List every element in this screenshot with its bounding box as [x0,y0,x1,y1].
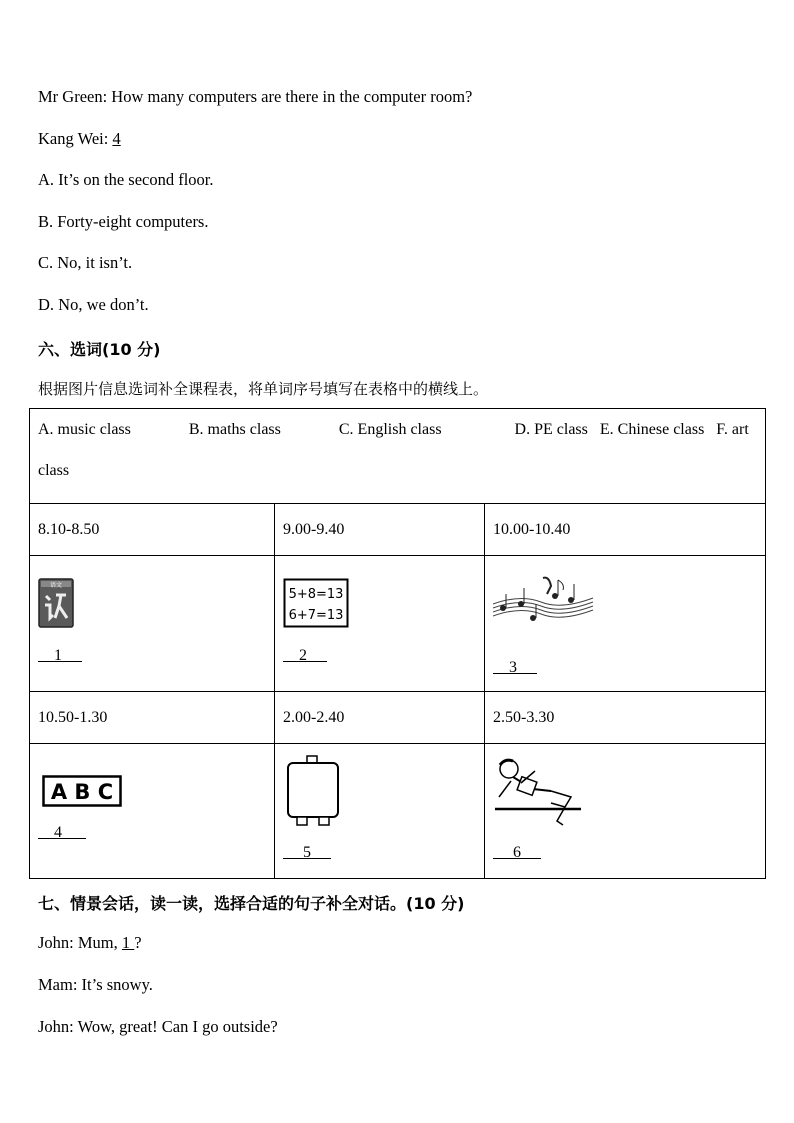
svg-text:5+8=13: 5+8=13 [288,587,344,602]
music-notes-icon [491,574,595,626]
svg-text:语文: 语文 [49,582,63,589]
dialogue-line-2: Mam: It’s snowy. [38,975,153,994]
option-d: D. No, we don’t. [38,295,149,314]
choice-f: F. art class [38,421,749,479]
blank-1: 1 [38,647,82,664]
dialogue-question: Mr Green: How many computers are there in the computer room? [38,87,473,106]
option-a: A. It’s on the second floor. [38,170,214,189]
time-cell: 10.50-1.30 [30,692,275,744]
dialogue-line-1 [38,933,142,953]
svg-text:6+7=13: 6+7=13 [288,608,344,623]
line1-blank: 1 [121,933,135,952]
line1-suffix: ? [134,933,142,952]
time-cell: 9.00-9.40 [275,504,485,556]
blank-3: 3 [493,659,537,676]
art-easel-icon [285,755,341,829]
blank-2: 2 [283,647,327,664]
blank-4: 4 [38,824,86,841]
picture-cell-4 [30,744,275,879]
section7-title: 七、情景会话，读一读，选择合适的句子补全对话。(10 分) [38,894,465,913]
picture-cell-2 [275,556,485,692]
choices-cell [30,409,766,504]
dialogue-line-3: John: Wow, great! Can I go outside? [38,1017,278,1036]
dialogue-answer [38,129,121,149]
section6-instruction: 根据图片信息选词补全课程表，将单词序号填写在表格中的横线上。 [38,380,489,398]
choice-a: A. music class [38,421,131,438]
answer-prefix: Kang Wei: [38,129,113,148]
picture-cell-3 [485,556,766,692]
abc-card-icon [42,775,122,807]
choice-b: B. maths class [188,421,281,438]
schedule-table [29,408,766,879]
svg-text:A B C: A B C [50,780,114,804]
picture-cell-1 [30,556,275,692]
section6-title: 六、选词(10 分) [38,340,161,359]
time-cell: 10.00-10.40 [485,504,766,556]
blank-6: 6 [493,844,541,861]
math-board-icon [283,578,350,628]
choice-c: C. English class [338,421,442,438]
chinese-book-icon [38,578,76,630]
blank-5: 5 [283,844,331,861]
time-cell: 2.50-3.30 [485,692,766,744]
pe-runner-icon [491,757,583,829]
picture-cell-5 [275,744,485,879]
choice-e: E. Chinese class [599,421,705,438]
option-c: C. No, it isn’t. [38,253,133,272]
answer-blank: 4 [112,129,121,148]
picture-cell-6 [485,744,766,879]
time-cell: 2.00-2.40 [275,692,485,744]
option-b: B. Forty-eight computers. [38,212,209,231]
time-cell: 8.10-8.50 [30,504,275,556]
choice-d: D. PE class [514,421,588,438]
line1-prefix: John: Mum, [38,933,122,952]
